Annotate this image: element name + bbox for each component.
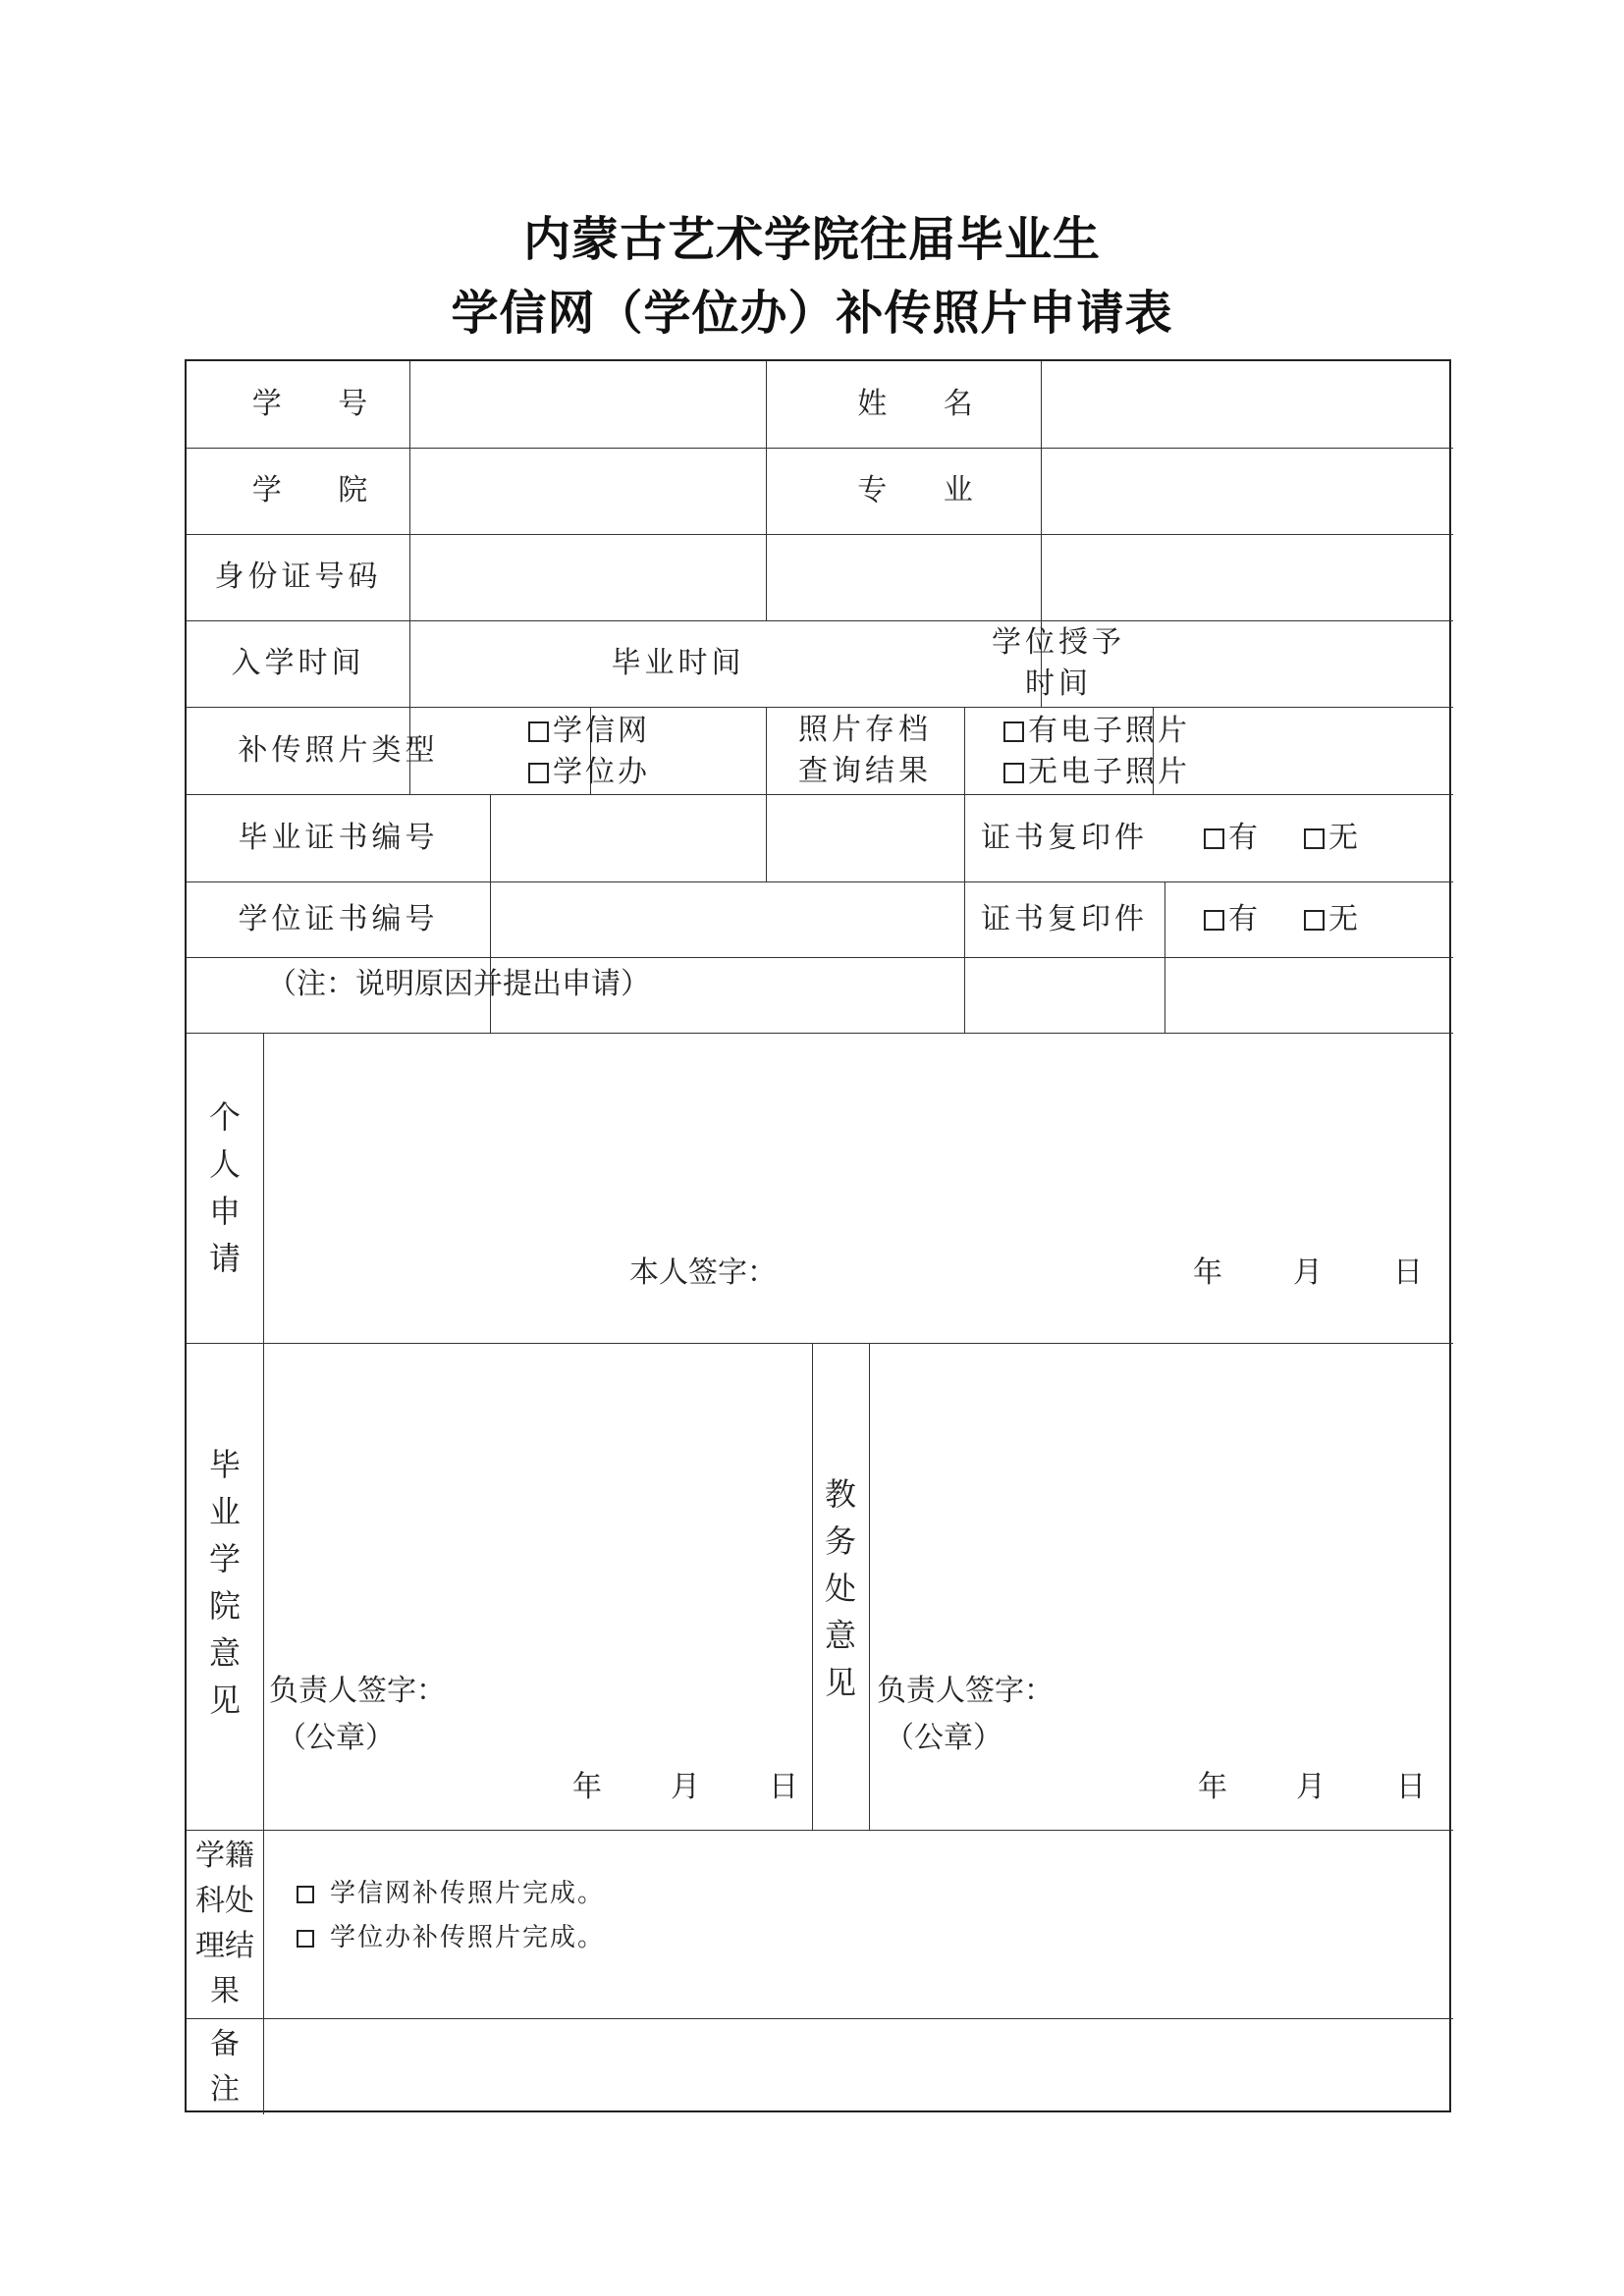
photo-option-xuexin-label: 学信网: [553, 714, 650, 748]
registry-label-line: 果: [210, 1974, 240, 2008]
archive-option-has-photo-label: 有电子照片: [1028, 714, 1190, 748]
grad-copy-has-label: 有: [1228, 821, 1261, 855]
affairs-signature-label: 负责人签字：: [877, 1674, 1054, 1708]
degree-copy-none[interactable]: [1304, 899, 1361, 940]
checkbox-registry-xueweiban[interactable]: [297, 1930, 314, 1948]
label-registry-result: [187, 1834, 263, 2014]
label-degree-time-line2: 时间: [1025, 667, 1092, 701]
grad-copy-none-label: 无: [1328, 821, 1361, 855]
personal-signature-label: 本人签字：: [629, 1255, 777, 1290]
degree-copy-none-label: 无: [1328, 902, 1361, 936]
degree-cert-no-field[interactable]: [490, 881, 964, 957]
personal-label-char: 申: [208, 1193, 241, 1230]
label-remarks: [187, 2022, 263, 2112]
label-grad-cert-copy: 证书复印件: [981, 820, 1148, 855]
label-grad-time: 毕业时间: [611, 646, 745, 680]
personal-label-char: 人: [208, 1146, 241, 1183]
college-label-char: 毕: [208, 1446, 241, 1483]
label-academic-affairs: [812, 1470, 869, 1706]
personal-note-text: （注：说明原因并提出申请）: [267, 967, 650, 1001]
grad-time-field[interactable]: [766, 620, 964, 707]
label-major: 专 业: [857, 473, 997, 507]
label-name: 姓 名: [857, 387, 997, 421]
checkbox-registry-xuexin[interactable]: [297, 1886, 314, 1903]
checkbox-grad-copy-has[interactable]: [1204, 828, 1224, 849]
affairs-label-char: 教: [824, 1475, 856, 1513]
checkbox-no-photo[interactable]: [1003, 763, 1024, 783]
registry-option-xuexin-label: 学信网补传照片完成。: [330, 1879, 606, 1908]
form-title-line2: 学信网（学位办）补传照片申请表: [451, 286, 1173, 341]
remarks-label-char: 备: [210, 2027, 240, 2061]
affairs-label-char: 务: [824, 1522, 856, 1560]
college-label-char: 意: [208, 1634, 241, 1672]
grad-cert-no-field[interactable]: [490, 794, 964, 881]
remarks-label-char: 注: [210, 2072, 240, 2107]
registry-label-line: 科处: [195, 1884, 254, 1918]
form-title-line1: 内蒙古艺术学院往届毕业生: [522, 212, 1101, 267]
major-field[interactable]: [1041, 448, 1453, 534]
remarks-field[interactable]: [265, 2020, 1451, 2112]
label-degree-cert-copy: 证书复印件: [981, 901, 1148, 936]
personal-year: 年: [1193, 1255, 1222, 1290]
name-field[interactable]: [1041, 361, 1453, 448]
personal-application-textarea[interactable]: [265, 1009, 1451, 1255]
college-month: 月: [671, 1770, 700, 1804]
affairs-month: 月: [1296, 1770, 1326, 1804]
college-label-char: 见: [208, 1682, 241, 1719]
archive-option-no-photo[interactable]: [1003, 752, 1190, 793]
photo-option-xuexin[interactable]: [528, 711, 650, 752]
registry-label-line: 理结: [195, 1929, 254, 1963]
label-degree-time-line1: 学位授予: [992, 625, 1125, 660]
id-number-field[interactable]: [409, 534, 766, 620]
label-archive-query-line2: 查询结果: [798, 753, 932, 788]
personal-day: 日: [1393, 1255, 1423, 1290]
personal-month: 月: [1293, 1255, 1323, 1290]
college-signature-label: 负责人签字：: [269, 1674, 446, 1708]
registry-option-xueweiban-label: 学位办补传照片完成。: [330, 1923, 606, 1952]
affairs-label-char: 见: [824, 1664, 856, 1701]
checkbox-xueweiban[interactable]: [528, 763, 549, 783]
affairs-label-char: 处: [824, 1570, 856, 1607]
label-student-id: 学 号: [251, 387, 392, 421]
label-id-number: 身份证号码: [214, 560, 382, 594]
label-college-opinion: [187, 1441, 263, 1724]
personal-label-char: 请: [208, 1240, 241, 1277]
label-photo-type: 补传照片类型: [238, 732, 439, 768]
college-label-char: 院: [208, 1587, 241, 1625]
college-day: 日: [769, 1770, 798, 1804]
label-degree-cert-no: 学位证书编号: [238, 901, 439, 936]
enroll-time-field[interactable]: [409, 620, 590, 707]
archive-option-has-photo[interactable]: [1003, 711, 1190, 752]
college-seal-label: （公章）: [277, 1721, 395, 1755]
label-degree-time: [964, 620, 1153, 707]
grad-copy-none[interactable]: [1304, 818, 1361, 859]
application-form: [185, 359, 1451, 2112]
checkbox-has-photo[interactable]: [1003, 721, 1024, 742]
blank-cell-a[interactable]: [766, 534, 1041, 620]
archive-option-no-photo-label: 无电子照片: [1028, 755, 1190, 789]
photo-option-xueweiban[interactable]: [528, 752, 650, 793]
personal-label-char: 个: [208, 1098, 241, 1136]
degree-copy-has[interactable]: [1204, 899, 1261, 940]
label-enroll-time: 入学时间: [231, 646, 365, 680]
label-grad-cert-no: 毕业证书编号: [238, 820, 439, 855]
checkbox-xuexin[interactable]: [528, 721, 549, 742]
affairs-day: 日: [1396, 1770, 1426, 1804]
checkbox-grad-copy-none[interactable]: [1304, 828, 1325, 849]
checkbox-degree-copy-has[interactable]: [1204, 910, 1224, 931]
affairs-label-char: 意: [824, 1617, 856, 1654]
grad-copy-has[interactable]: [1204, 818, 1261, 859]
blank-cell-b[interactable]: [1041, 534, 1453, 620]
affairs-seal-label: （公章）: [885, 1721, 1002, 1755]
college-field[interactable]: [409, 448, 766, 534]
degree-time-field[interactable]: [1153, 620, 1453, 707]
college-label-char: 学: [208, 1540, 241, 1577]
label-college: 学 院: [251, 473, 392, 507]
college-year: 年: [572, 1770, 602, 1804]
student-id-field[interactable]: [409, 361, 766, 448]
degree-copy-has-label: 有: [1228, 902, 1261, 936]
registry-option-xueweiban[interactable]: [297, 1917, 605, 1958]
label-archive-query-line1: 照片存档: [798, 712, 932, 747]
checkbox-degree-copy-none[interactable]: [1304, 910, 1325, 931]
registry-option-xuexin[interactable]: [297, 1873, 605, 1914]
label-personal-application: [187, 1033, 263, 1343]
affairs-year: 年: [1198, 1770, 1227, 1804]
registry-label-line: 学籍: [195, 1839, 254, 1873]
college-label-char: 业: [208, 1493, 241, 1530]
photo-option-xueweiban-label: 学位办: [553, 755, 650, 789]
label-archive-query: [766, 707, 964, 794]
